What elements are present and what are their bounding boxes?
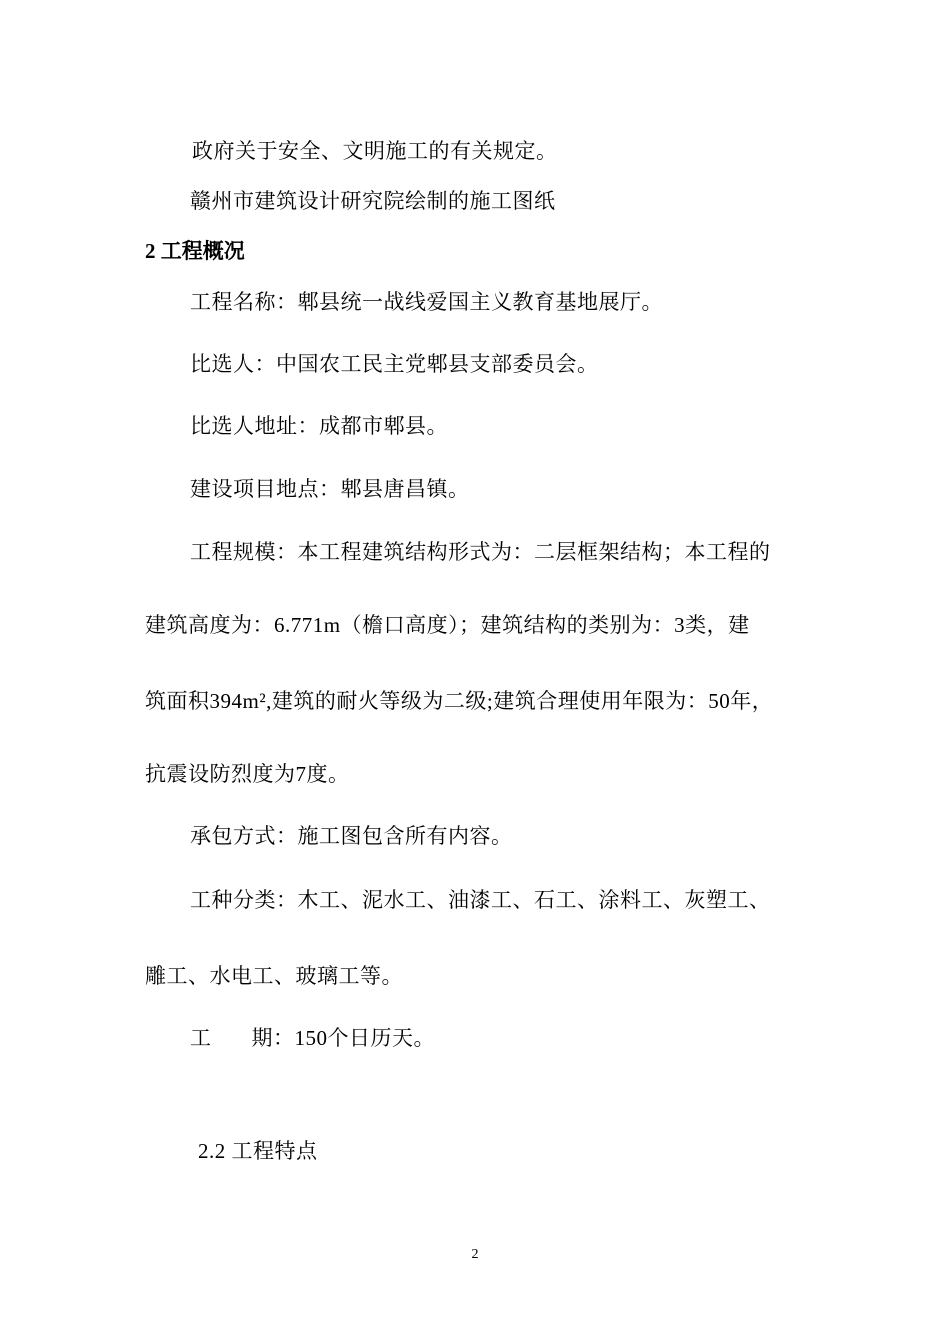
bidder-address-line: 比选人地址：成都市郫县。 — [190, 414, 448, 438]
duration-label-char: 工 — [190, 1026, 212, 1050]
section-heading-overview: 2 工程概况 — [145, 239, 245, 263]
duration-value: 期：150个日历天。 — [251, 1026, 435, 1050]
paragraph-drawings: 赣州市建筑设计研究院绘制的施工图纸 — [190, 189, 556, 213]
trades-line-2: 雕工、水电工、玻璃工等。 — [145, 964, 403, 988]
scale-line-3: 筑面积394m²,建筑的耐火等级为二级;建筑合理使用年限为：50年， — [145, 689, 774, 713]
project-name-line: 工程名称：郫县统一战线爱国主义教育基地展厅。 — [190, 290, 663, 314]
paragraph-regulations: 政府关于安全、文明施工的有关规定。 — [192, 139, 558, 163]
site-line: 建设项目地点：郫县唐昌镇。 — [190, 477, 470, 501]
page-number: 2 — [471, 1247, 479, 1262]
trades-line-1: 工种分类：木工、泥水工、油漆工、石工、涂料工、灰塑工、 — [190, 888, 771, 912]
duration-line — [190, 1024, 435, 1052]
contract-mode-line: 承包方式：施工图包含所有内容。 — [190, 824, 513, 848]
scale-line-4: 抗震设防烈度为7度。 — [145, 762, 350, 786]
bidder-line: 比选人：中国农工民主党郫县支部委员会。 — [190, 352, 599, 376]
scale-line-2: 建筑高度为：6.771m（檐口高度）；建筑结构的类别为：3类，建 — [145, 613, 750, 637]
scale-line-1: 工程规模：本工程建筑结构形式为：二层框架结构；本工程的 — [190, 540, 771, 564]
section-heading-characteristics: 2.2 工程特点 — [198, 1139, 318, 1163]
